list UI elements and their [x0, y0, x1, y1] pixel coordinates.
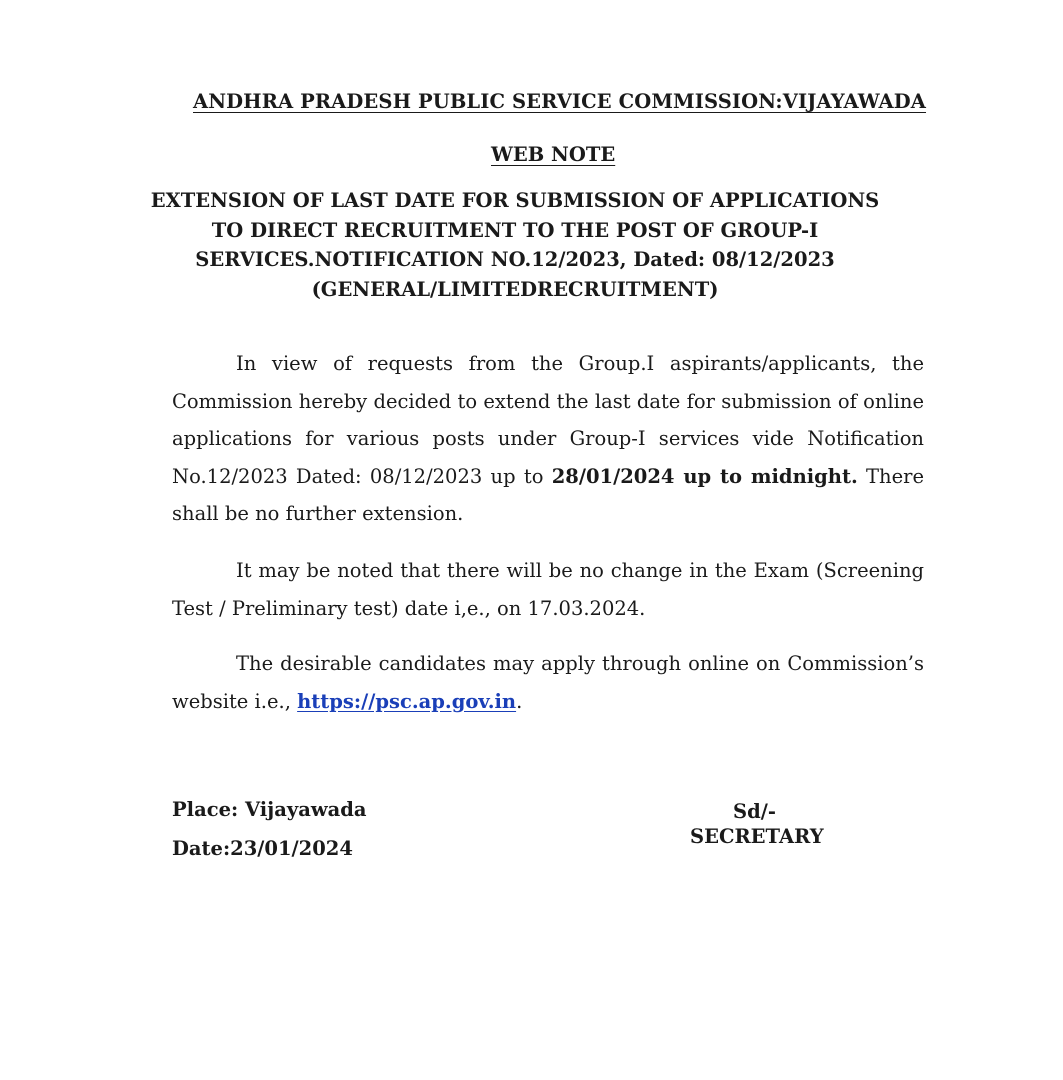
- date-label: Date:23/01/2024: [172, 837, 353, 860]
- place-label: Place: Vijayawada: [172, 798, 367, 821]
- exam-date-text: It may be noted that there will be no change in the Exam (Screening Test / Preliminary test) date i,e., on 17.03.2024.: [172, 559, 924, 620]
- subject-line-3: SERVICES.NOTIFICATION NO.12/2023, Dated: 08/12/2023: [195, 248, 835, 271]
- apply-online-paragraph: [172, 645, 924, 720]
- subject-line-1: EXTENSION OF LAST DATE FOR SUBMISSION OF APPLICATIONS: [150, 189, 880, 212]
- commission-website-link[interactable]: https://psc.ap.gov.in: [297, 689, 517, 713]
- subject-line-2: TO DIRECT RECRUITMENT TO THE POST OF GROUP-I: [211, 218, 819, 242]
- extension-paragraph: [172, 345, 924, 533]
- extension-text: In view of requests from the Group.I aspirants/applicants, the Commission hereby decided to extend the last date for submission of online applications for various posts under Group-I services vide Notification No.12/2023 Dated: 08/12/2023 up to: [172, 352, 924, 488]
- extended-deadline: 28/01/2024 up to midnight.: [551, 464, 858, 488]
- signature-mark: Sd/-: [733, 800, 776, 823]
- designation-label: SECRETARY: [690, 825, 824, 848]
- apply-online-text: The desirable candidates may apply through online on Commission’s website i.e.,: [172, 652, 924, 713]
- apply-online-end: .: [516, 689, 523, 713]
- no-further-extension-text: There shall be no further extension.: [172, 464, 924, 525]
- organization-heading: ANDHRA PRADESH PUBLIC SERVICE COMMISSION:VIJAYAWADA: [193, 90, 927, 113]
- subject-line-4: (GENERAL/LIMITEDRECRUITMENT): [311, 277, 719, 301]
- exam-date-paragraph: [172, 552, 924, 627]
- web-note-title: WEB NOTE: [491, 143, 616, 166]
- subject-block: [120, 186, 910, 304]
